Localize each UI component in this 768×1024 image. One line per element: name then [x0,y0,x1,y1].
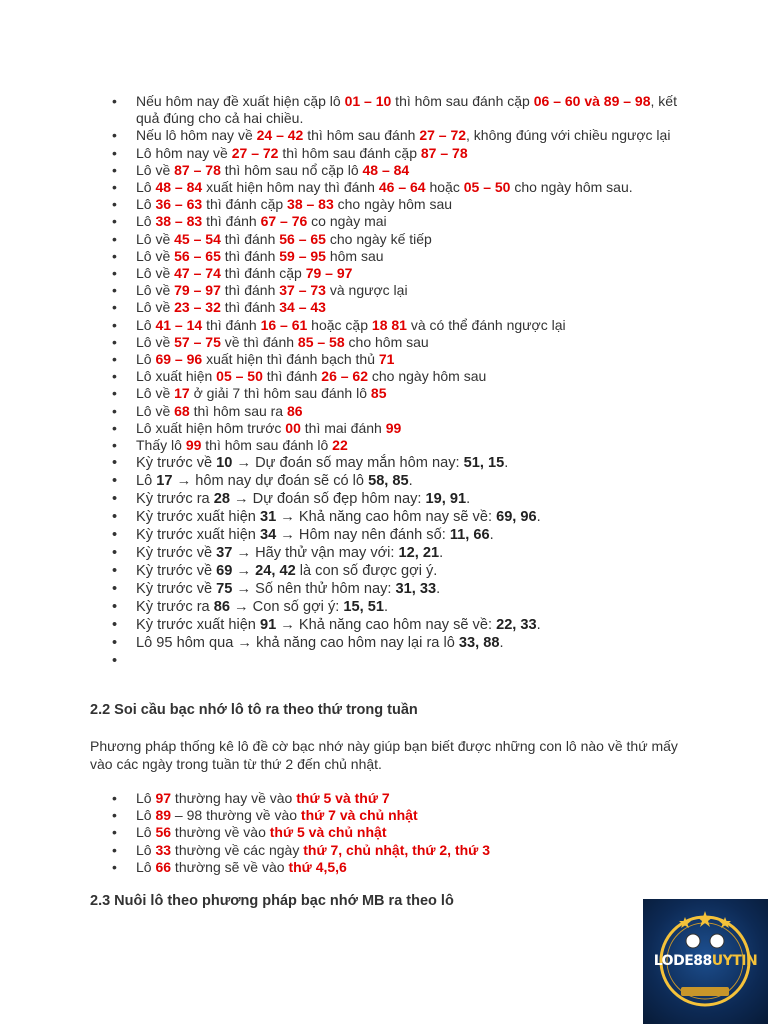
item-text: Lô xuất hiện hôm trước [136,419,286,436]
weekday-rules-list [112,790,682,876]
highlight-number: 87 – 78 [420,144,468,161]
list-item [112,652,682,670]
item-text: . [436,581,441,598]
highlight-number: 26 – 62 [321,368,368,385]
bold-number: 12, 21 [398,545,440,562]
highlight-number: 16 – 61 [260,316,308,333]
item-text: thì đánh [220,282,280,299]
highlight-number: 01 – 10 [344,93,392,109]
item-text: → Dự đoán số may mắn hôm nay: [232,455,464,472]
item-text: Lô về [136,161,175,178]
highlight-number: 06 – 60 và 89 – 98 [533,93,651,109]
item-text: . [499,635,504,652]
highlight-number: 85 [370,385,387,402]
logo-brand-main: LODE88 [653,953,712,969]
section-heading-2-2: 2.2 Soi cầu bạc nhớ lô tô ra theo thứ trong tuần [90,702,418,718]
item-text: → [232,563,256,580]
bold-number: 15, 51 [343,599,384,616]
highlight-number: thứ 4,5,6 [288,858,347,875]
item-text: . [536,617,541,634]
item-text: , không đúng với chiều ngược lại [466,127,671,144]
item-text: xuất hiện thì đánh bạch thủ [202,351,379,368]
item-text: thì hôm sau ra [189,402,287,419]
bold-number: 34 [259,527,277,544]
item-text: – 98 thường về vào [171,807,301,824]
highlight-number: 22 [332,437,348,454]
highlight-number: 00 [285,419,301,436]
item-text: và ngược lại [325,282,408,299]
highlight-number: 67 – 76 [260,213,308,230]
highlight-number: 05 – 50 [463,179,511,196]
item-text: cho ngày kế tiếp [325,230,432,247]
site-logo-badge[interactable] [643,899,768,1024]
item-text: Lô về [136,247,175,264]
item-text: thường hay về vào [171,790,297,806]
list-item [112,145,682,162]
item-text: cho ngày hôm sau. [510,179,633,196]
item-text: Lô [136,473,157,490]
bold-number: 69, 96 [496,509,537,526]
item-text: Lô về [136,299,175,316]
item-text: Lô [136,807,156,824]
item-text: . [466,491,471,508]
list-item [112,231,682,248]
section-heading-2-3: 2.3 Nuôi lô theo phương pháp bạc nhớ MB ra theo lô [90,893,454,909]
highlight-number: thứ 7, chủ nhật, thứ 2, thứ 3 [303,841,490,858]
item-text: Kỳ trước về [136,581,217,598]
highlight-number: 23 – 32 [174,299,221,316]
highlight-number: 99 [385,419,402,436]
list-item [112,490,682,508]
list-item [112,824,682,841]
item-text: Lô về [136,230,175,247]
list-item [112,248,682,265]
list-item [112,544,682,562]
highlight-number: 33 [155,841,172,858]
item-text: → Hãy thử vận may với: [232,545,399,562]
item-text: → Hôm nay nên đánh số: [276,527,450,544]
item-text: thì hôm sau đánh [303,127,420,144]
bold-number: 17 [156,473,173,490]
logo-wordmark [643,953,768,969]
item-text: Kỳ trước xuất hiện [136,509,260,526]
list-item [112,282,682,299]
item-text: Lô [136,316,156,333]
list-item [112,265,682,282]
item-text: thì đánh [262,368,322,385]
highlight-number: 79 – 97 [305,265,353,282]
item-text: Kỳ trước về [136,563,217,580]
bold-number: 91 [259,617,277,634]
highlight-number: 57 – 75 [174,333,221,350]
list-item [112,526,682,544]
logo-brand-accent: UYTIN [711,953,758,969]
list-item [112,616,682,634]
highlight-number: 85 – 58 [297,333,345,350]
item-text: là con số được gợi ý. [295,563,438,580]
highlight-number: 66 [155,858,172,875]
item-text: . [439,545,444,562]
item-text: Lô hôm nay về [136,144,232,161]
item-text: thì đánh cặp [202,196,288,213]
highlight-number: 18 81 [371,316,407,333]
highlight-number: 27 – 72 [419,127,467,144]
list-item [112,196,682,213]
item-text: Nếu hôm nay đề xuất hiện cặp lô [136,93,345,109]
item-text: Kỳ trước xuất hiện [136,527,260,544]
item-text: thì đánh [220,299,280,316]
item-text: → Khả năng cao hôm nay sẽ về: [276,509,497,526]
item-text: xuất hiện hôm nay thì đánh [202,179,379,196]
list-item [112,162,682,179]
item-text: Lô [136,824,156,841]
list-item [112,598,682,616]
item-text: . [408,473,413,490]
highlight-number: thứ 7 và chủ nhật [300,807,418,824]
item-text: → Số nên thử hôm nay: [232,581,396,598]
item-text: co ngày mai [307,213,387,230]
list-item [112,334,682,351]
bold-number: 11, 66 [449,527,490,544]
highlight-number: 86 [287,402,303,419]
list-item [112,634,682,652]
section-intro-paragraph: Phương pháp thống kê lô đề cờ bạc nhớ này giúp bạn biết được những con lô nào về thứ mấy vào các ngày trong tuần từ thứ 2 đến chủ nhật. [90,738,678,772]
item-text: Kỳ trước ra [136,491,214,508]
item-text: Lô về [136,282,175,299]
highlight-number: 69 – 96 [155,351,203,368]
item-text: và có thể đánh ngược lại [406,316,566,333]
highlight-number: 38 – 83 [155,213,203,230]
bold-number: 31, 33 [395,581,437,598]
item-text: hoặc cặp [307,316,372,333]
item-text: cho hôm sau [344,333,429,350]
list-item [112,454,682,472]
bold-number: 75 [216,581,233,598]
highlight-number: 59 – 95 [279,247,326,264]
item-text: Lô [136,790,156,806]
bold-number: 69 [216,563,233,580]
highlight-number: 56 – 65 [174,247,221,264]
highlight-number: 37 – 73 [279,282,326,299]
item-text: Kỳ trước ra [136,599,214,616]
bac-nho-rules-list [112,93,682,670]
highlight-number: 56 [155,824,172,841]
bold-number: 19, 91 [425,491,467,508]
bold-number: 22, 33 [496,617,537,634]
list-item [112,127,682,144]
highlight-number: 56 – 65 [279,230,326,247]
item-text: Lô xuất hiện [136,368,217,385]
list-item [112,562,682,580]
highlight-number: 97 [155,790,172,806]
highlight-number: 89 [155,807,172,824]
item-text: Lô [136,196,156,213]
highlight-number: 68 [174,402,190,419]
item-text: ở giải 7 thì hôm sau đánh lô [189,385,371,402]
list-item [112,213,682,230]
highlight-number: 41 – 14 [155,316,203,333]
list-item [112,790,682,807]
item-text: cho ngày hôm sau [333,196,453,213]
item-text: . [504,455,509,472]
item-text: Lô 95 hôm qua → khả năng cao hôm nay lại ra lô [136,635,459,652]
item-text: cho ngày hôm sau [368,368,487,385]
bold-number: 51, 15 [463,455,505,472]
highlight-number: 79 – 97 [174,282,221,299]
list-item [112,420,682,437]
item-text: thì đánh [220,230,280,247]
list-item [112,508,682,526]
bold-number: 28 [213,491,230,508]
highlight-number: 38 – 83 [287,196,334,213]
highlight-number: 36 – 63 [155,196,203,213]
item-text: Kỳ trước về [136,455,217,472]
bold-number: 10 [216,455,233,472]
item-text: thì hôm sau đánh lô [201,437,333,454]
item-text: Lô về [136,385,175,402]
highlight-number: 45 – 54 [174,230,221,247]
highlight-number: thứ 5 và chủ nhật [269,824,387,841]
list-item [112,403,682,420]
item-text: . [383,599,388,616]
list-item [112,472,682,490]
highlight-number: 05 – 50 [216,368,263,385]
list-item [112,580,682,598]
bold-number: 33, 88 [458,635,500,652]
item-text: → Khả năng cao hôm nay sẽ về: [276,617,497,634]
item-text: , kết quả đúng cho cả hai chiều. [136,93,677,127]
highlight-number: 24 – 42 [256,127,304,144]
item-text: Lô về [136,333,175,350]
list-item [112,351,682,368]
item-text: → Dự đoán số đẹp hôm nay: [229,491,426,508]
item-text: Lô về [136,402,175,419]
item-text: thì đánh [202,213,261,230]
item-text: thường về vào [171,824,270,841]
highlight-number: 48 – 84 [155,179,203,196]
item-text: Kỳ trước xuất hiện [136,617,260,634]
highlight-number: thứ 5 và thứ 7 [296,790,390,806]
item-text: → hôm nay dự đoán sẽ có lô [172,473,369,490]
item-text: Lô [136,351,156,368]
item-text: Lô [136,213,156,230]
item-text: thì đánh [220,247,280,264]
item-text: Lô về [136,265,175,282]
bold-number: 86 [213,599,230,616]
item-text: . [536,509,541,526]
item-text: thì đánh [202,316,261,333]
highlight-number: 34 – 43 [279,299,326,316]
bold-number: 24, 42 [255,563,296,580]
item-text: thì mai đánh [300,419,386,436]
highlight-number: 46 – 64 [378,179,426,196]
list-item [112,807,682,824]
item-text: . [489,527,494,544]
highlight-number: 48 – 84 [362,161,410,178]
highlight-number: 87 – 78 [174,161,221,178]
highlight-number: 27 – 72 [231,144,279,161]
list-item [112,385,682,402]
item-text: Lô [136,179,156,196]
list-item [112,299,682,316]
item-text: thì hôm sau đánh cặp [278,144,421,161]
list-item [112,437,682,454]
bold-number: 31 [259,509,277,526]
item-text: Nếu lô hôm nay về [136,127,257,144]
highlight-number: 71 [378,351,395,368]
list-item [112,368,682,385]
bold-number: 58, 85 [368,473,409,490]
item-text: Lô [136,841,156,858]
highlight-number: 99 [185,437,202,454]
list-item [112,93,682,127]
item-text: → Con số gợi ý: [229,599,344,616]
item-text: về thì đánh [220,333,298,350]
list-item [112,842,682,859]
item-text: hôm sau [325,247,384,264]
item-text: thì đánh cặp [220,265,306,282]
item-text: thường về các ngày [171,841,304,858]
item-text: thường sẽ về vào [171,858,289,875]
highlight-number: 17 [174,385,190,402]
item-text: hoặc [425,179,464,196]
list-item [112,317,682,334]
item-text: thì hôm sau đánh cặp [391,93,534,109]
highlight-number: 47 – 74 [174,265,221,282]
bold-number: 37 [216,545,233,562]
item-text: Kỳ trước về [136,545,217,562]
list-item [112,859,682,876]
item-text: thì hôm sau nổ cặp lô [220,161,363,178]
item-text: Thấy lô [136,437,186,454]
item-text: Lô [136,858,156,875]
list-item [112,179,682,196]
